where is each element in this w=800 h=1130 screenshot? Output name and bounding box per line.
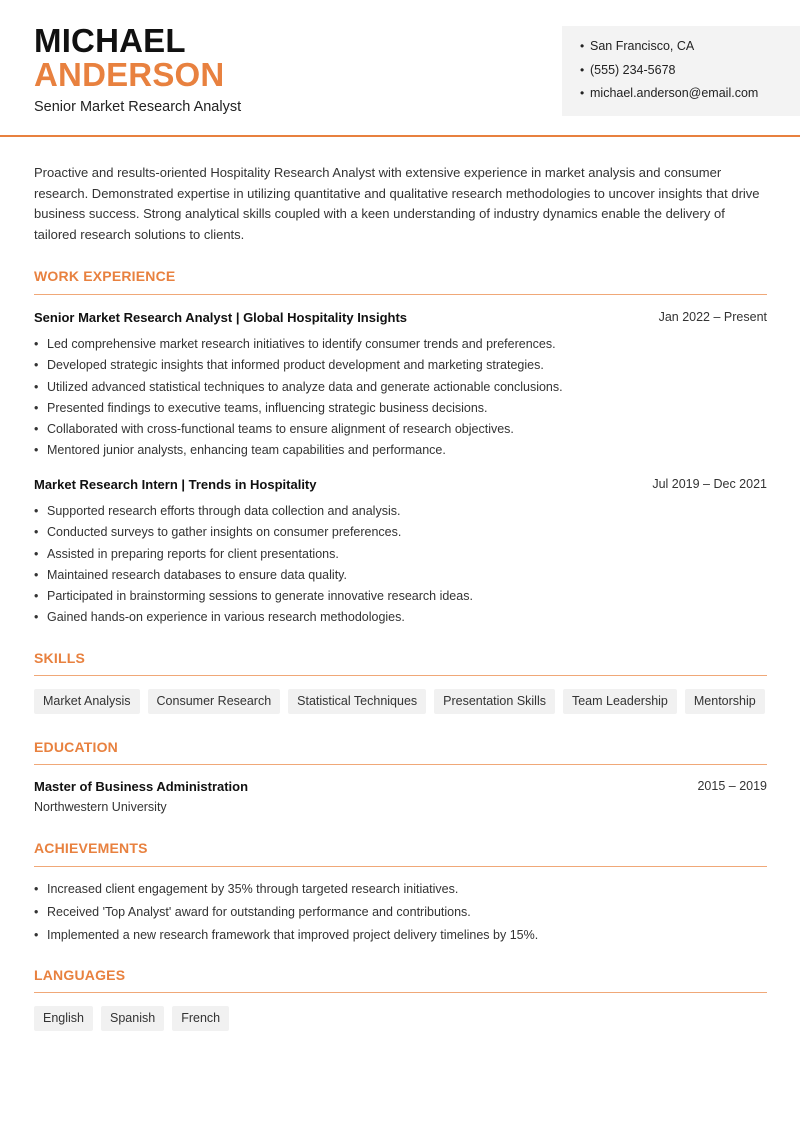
last-name: ANDERSON — [34, 56, 225, 93]
contact-email[interactable]: • michael.anderson@email.com — [580, 85, 800, 109]
work-experience-heading: WORK EXPERIENCE — [34, 268, 176, 284]
list-item: • Participated in brainstorming sessions to generate innovative research ideas. — [34, 588, 767, 609]
education-heading: EDUCATION — [34, 739, 118, 755]
education-entry — [34, 779, 767, 797]
list-item: • Utilized advanced statistical techniques to analyze data and generate actionable conclusions. — [34, 379, 767, 400]
list-item: • Increased client engagement by 35% through targeted research initiatives. — [34, 881, 767, 904]
job-dates: Jul 2019 – Dec 2021 — [652, 477, 767, 491]
job-role: Market Research Intern | Trends in Hospitality — [34, 477, 317, 492]
language-tag: English — [34, 1006, 93, 1031]
languages-heading: LANGUAGES — [34, 967, 126, 983]
skill-tag: Presentation Skills — [434, 689, 555, 714]
list-item: • Collaborated with cross-functional teams to ensure alignment of research objectives. — [34, 421, 767, 442]
first-name: MICHAEL — [34, 22, 186, 59]
list-item: • Implemented a new research framework that improved project delivery timelines by 15%. — [34, 927, 767, 950]
list-item: • Led comprehensive market research initiatives to identify consumer trends and preferences. — [34, 336, 767, 357]
job-title: Senior Market Research Analyst — [34, 99, 242, 115]
languages-rule — [34, 992, 767, 993]
work-experience-rule — [34, 294, 767, 295]
list-item: • Mentored junior analysts, enhancing team capabilities and performance. — [34, 442, 767, 463]
list-item: • Presented findings to executive teams, influencing strategic business decisions. — [34, 400, 767, 421]
skill-tag: Mentorship — [685, 689, 765, 714]
list-item: • Maintained research databases to ensure data quality. — [34, 567, 767, 588]
education-dates: 2015 – 2019 — [697, 779, 767, 793]
skill-tag: Team Leadership — [563, 689, 677, 714]
job-role: Senior Market Research Analyst | Global Hospitality Insights — [34, 310, 408, 325]
skill-tag: Consumer Research — [148, 689, 281, 714]
achievements-heading: ACHIEVEMENTS — [34, 840, 148, 856]
list-item: • Assisted in preparing reports for client presentations. — [34, 546, 767, 567]
school-name: Northwestern University — [34, 800, 167, 814]
languages-tags — [34, 1006, 229, 1031]
language-tag: French — [172, 1006, 229, 1031]
job-entry-2 — [34, 477, 767, 495]
skills-tags — [34, 689, 765, 714]
list-item: • Supported research efforts through data collection and analysis. — [34, 503, 767, 524]
contact-phone: • (555) 234-5678 — [580, 62, 800, 86]
resume-header — [0, 0, 800, 137]
job-2-bullets — [34, 503, 767, 631]
job-entry-1 — [34, 310, 767, 328]
education-rule — [34, 764, 767, 765]
skills-rule — [34, 675, 767, 676]
achievements-list — [34, 881, 767, 950]
degree-name: Master of Business Administration — [34, 779, 249, 794]
list-item: • Developed strategic insights that informed product development and marketing strategies. — [34, 357, 767, 378]
contact-location: • San Francisco, CA — [580, 38, 800, 62]
list-item: • Received 'Top Analyst' award for outstanding performance and contributions. — [34, 904, 767, 927]
skill-tag: Statistical Techniques — [288, 689, 426, 714]
skills-heading: SKILLS — [34, 650, 85, 666]
summary-text: Proactive and results-oriented Hospitality Research Analyst with extensive experience in market analysis and consumer research. Demonstrated expertise in utilizing quantitative and qualitative research methodologies to uncover insights that drive business success. Strong analytical skills coupled with a keen understanding of industry dynamics enable the delivery of tailored research solutions to clients. — [34, 165, 760, 243]
language-tag: Spanish — [101, 1006, 164, 1031]
list-item: • Conducted surveys to gather insights on consumer preferences. — [34, 524, 767, 545]
list-item: • Gained hands-on experience in various research methodologies. — [34, 609, 767, 630]
job-1-bullets — [34, 336, 767, 464]
contact-box — [562, 26, 800, 116]
job-dates: Jan 2022 – Present — [658, 310, 767, 324]
skill-tag: Market Analysis — [34, 689, 140, 714]
achievements-rule — [34, 866, 767, 867]
